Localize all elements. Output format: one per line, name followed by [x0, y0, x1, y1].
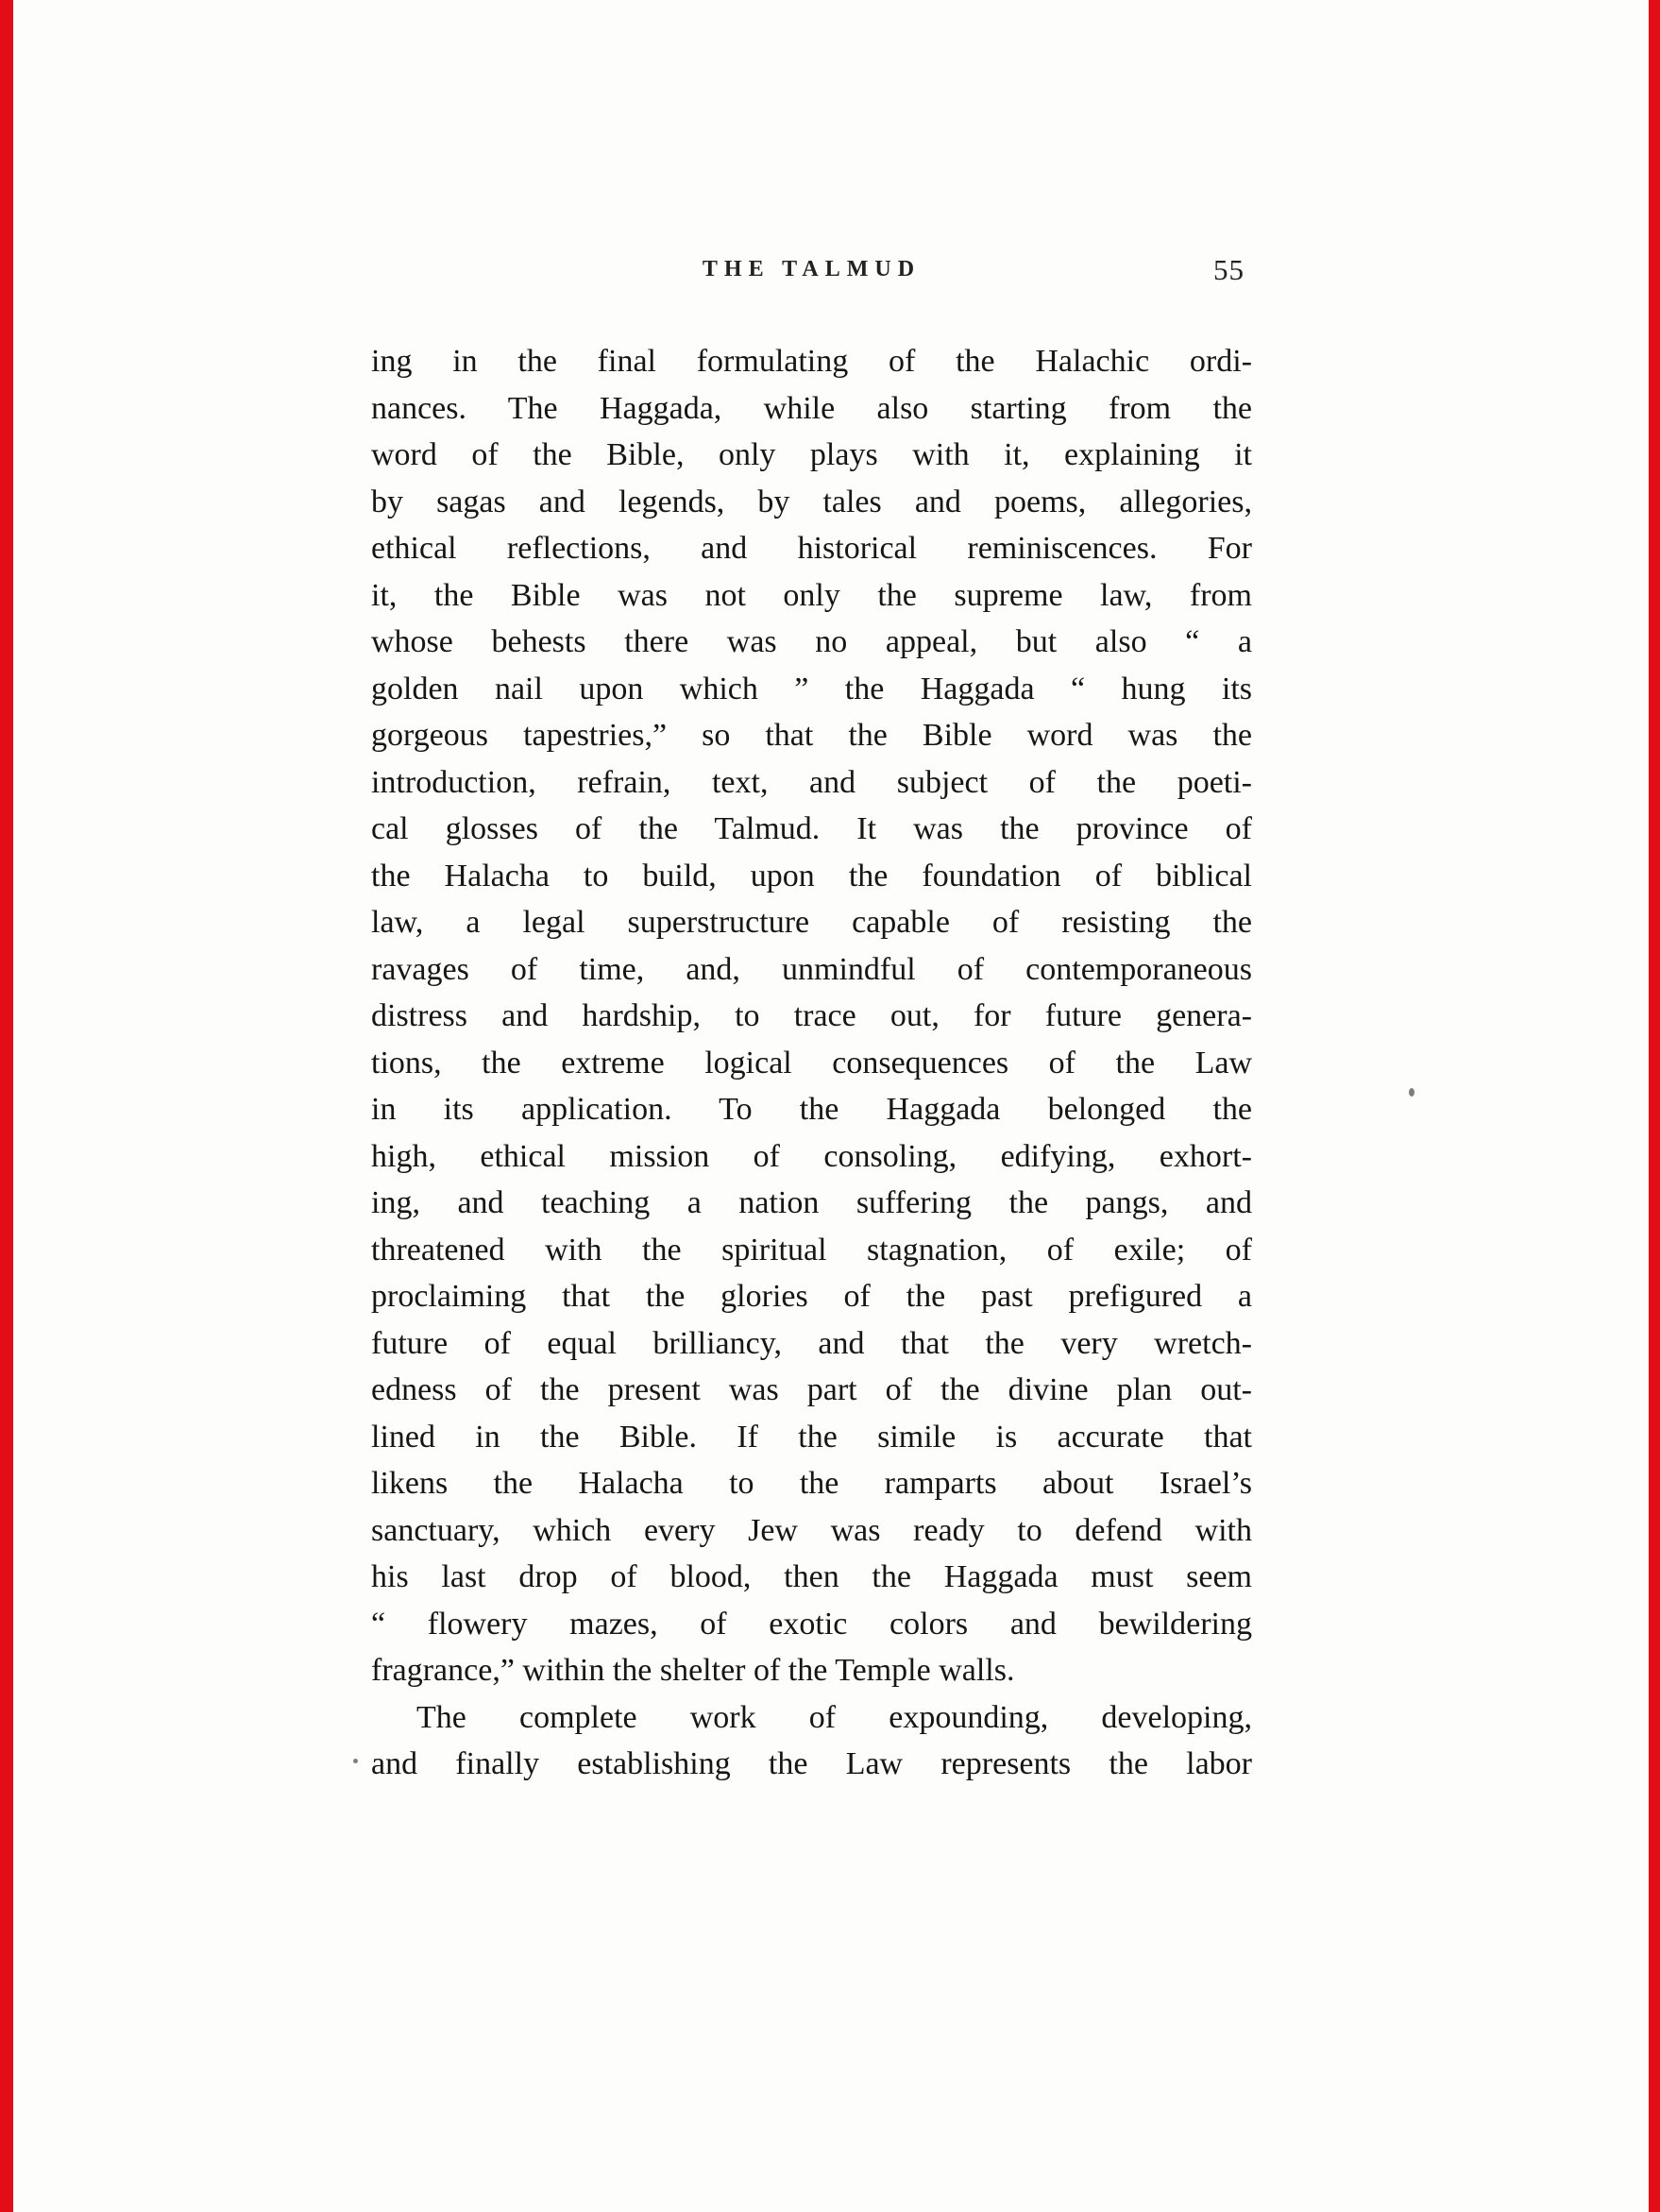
text-line: by sagas and legends, by tales and poems, allegories, [371, 484, 1252, 519]
text-line: tions, the extreme logical consequences of the Law [371, 1045, 1252, 1080]
right-margin-red-bar [1649, 0, 1660, 2212]
text-line: likens the Halacha to the ramparts about Israel’s [371, 1466, 1252, 1501]
text-line: fragrance,” within the shelter of the Temple walls. [371, 1653, 1015, 1688]
text-line: ethical reflections, and historical reminiscences. For [371, 531, 1252, 566]
text-line: and finally establishing the Law represents the labor [371, 1746, 1252, 1781]
text-line: lined in the Bible. If the simile is accurate that [371, 1419, 1252, 1455]
text-line: ravages of time, and, unmindful of contemporaneous [371, 951, 1252, 987]
text-line: cal glosses of the Talmud. It was the province of [371, 811, 1252, 846]
text-line: ing in the final formulating of the Halachic ordi- [371, 344, 1252, 379]
text-line: edness of the present was part of the divine plan out- [371, 1372, 1252, 1407]
left-margin-red-bar [0, 0, 13, 2212]
text-line: word of the Bible, only plays with it, explaining it [371, 437, 1252, 472]
page-header [371, 253, 1252, 298]
scan-artifact-speck [353, 1759, 358, 1763]
text-line: ing, and teaching a nation suffering the pangs, and [371, 1185, 1252, 1220]
text-line: distress and hardship, to trace out, for future genera- [371, 998, 1252, 1033]
text-line: it, the Bible was not only the supreme law, from [371, 577, 1252, 613]
text-line: high, ethical mission of consoling, edifying, exhort- [371, 1138, 1252, 1174]
body-text [371, 338, 1252, 1788]
text-line: “ flowery mazes, of exotic colors and bewildering [371, 1606, 1252, 1642]
text-line: law, a legal superstructure capable of resisting the [371, 905, 1252, 940]
text-line: sanctuary, which every Jew was ready to defend with [371, 1512, 1252, 1548]
text-line: his last drop of blood, then the Haggada must seem [371, 1559, 1252, 1594]
text-line: threatened with the spiritual stagnation, of exile; of [371, 1232, 1252, 1268]
running-head-title: THE TALMUD [702, 257, 922, 281]
text-line: golden nail upon which ” the Haggada “ hung its [371, 671, 1252, 706]
scan-artifact-speck [1409, 1088, 1414, 1097]
text-line: nances. The Haggada, while also starting from the [371, 390, 1252, 426]
text-line: the Halacha to build, upon the foundation of biblical [371, 858, 1252, 893]
text-line: whose behests there was no appeal, but also “ a [371, 624, 1252, 659]
text-line: proclaiming that the glories of the past prefigured a [371, 1279, 1252, 1314]
text-line: in its application. To the Haggada belonged the [371, 1092, 1252, 1127]
text-line: future of equal brilliancy, and that the very wretch- [371, 1325, 1252, 1361]
text-line: gorgeous tapestries,” so that the Bible word was the [371, 718, 1252, 753]
page-number: 55 [1213, 253, 1245, 286]
text-line: The complete work of expounding, developing, [416, 1699, 1252, 1735]
text-line: introduction, refrain, text, and subject of the poeti- [371, 764, 1252, 800]
